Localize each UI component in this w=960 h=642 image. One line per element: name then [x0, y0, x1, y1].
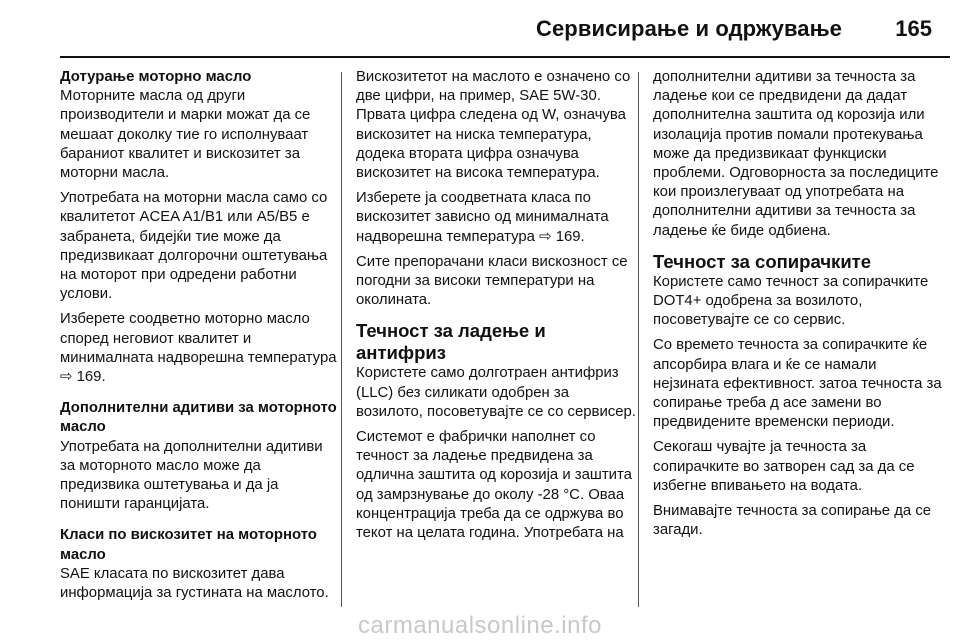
- paragraph: Внимавајте течноста за сопирање да се загади.: [653, 503, 932, 539]
- paragraph: Користете само долготраен антифриз (LLC) без силикати одобрен за возилото, посоветувајте се со сервисер.: [356, 365, 636, 420]
- paragraph: SAE класата по вискозитет дава информација за густината на маслото.: [60, 565, 329, 602]
- section-brake-fluid: [653, 251, 943, 541]
- paragraph: Употребата на моторни масла само со квалитетот ACEA A1/B1 или A5/B5 е забранета, бидејќи тие може да предизвикаат долгорочни оштетувања на моторот при одредени работни услови.: [60, 190, 328, 303]
- paragraph: Изберете ја соодветната класа по вискозитет зависно од минималната надворешна температура ⇨ 169.: [356, 190, 609, 245]
- section-heading: Дополнителни адитиви за моторното масло: [60, 400, 337, 436]
- paragraph: Изберете соодветно моторно масло според неговиот квалитет и минималната надворешна температура ⇨ 169.: [60, 311, 337, 386]
- paragraph: дополнителни адитиви за течноста за ладење кои се предвидени да дадат дополнителна заштита од корозија или изолација против помали протекувања може да предизвикаат функциски проблеми. Одговорноста за последиците кои произлегуваат од употребата на дополнителни адитиви за течноста за ладење ќе биде одбиена.: [653, 69, 939, 239]
- watermark: carmanualsonline.info: [358, 612, 602, 639]
- section-topping-up-oil: [60, 68, 340, 387]
- page-number: 165: [895, 16, 932, 41]
- page-header: [0, 0, 960, 62]
- section-coolant-antifreeze: [356, 320, 636, 543]
- header-rule: [60, 56, 950, 58]
- section-heading: Течност за сопирачките: [653, 250, 872, 272]
- section-heading: Дотурање моторно масло: [60, 69, 252, 85]
- paragraph: Сите препорачани класи вискозност се погодни за високи температури на околината.: [356, 253, 628, 309]
- paragraph: Системот е фабрички наполнет со течност за ладење предвидена за одлична заштита од корозија и заштита од замрзнување до околу -28 °C. Оваа концентрација треба да се одржува во текот на целата година. Употребата на: [356, 429, 632, 542]
- paragraph: Користете само течност за сопирачките DOT4+ одобрена за возилото, посоветувајте се со сервис.: [653, 273, 929, 329]
- column-divider-2: [638, 72, 639, 607]
- section-viscosity-grades: [60, 526, 340, 603]
- paragraph: Вискозитетот на маслото е означено со две цифри, на пример, SAE 5W-30. Првата цифра следена од W, означува вискозитет на ниска температура, додека втората цифра означува вискозитет на висока температура.: [356, 69, 631, 182]
- column-1: [60, 68, 340, 608]
- column-2: [356, 68, 636, 608]
- column-divider-1: [341, 72, 342, 607]
- page-title: Сервисирање и одржување: [535, 16, 842, 41]
- section-heading: Класи по вискозитет на моторното масло: [60, 527, 317, 563]
- section-oil-additives: [60, 399, 340, 514]
- paragraph: Со времето течноста за сопирачките ќе апсорбира влага и ќе се намали нејзината ефективност. затоа течноста за сопирање треба д асе замени во предвидените временски периоди.: [653, 337, 942, 431]
- paragraph: Секогаш чувајте ја течноста за сопирачките во затворен сад за да се избегне впивањето на водата.: [653, 439, 915, 494]
- paragraph: Моторните масла од други производители и марки можат да се мешаат доколку тие го исполнуваат бараниот квалитет и вискозитет за моторни масла.: [60, 88, 311, 182]
- paragraph: Употребата на дополнителни адитиви за моторното масло може да предизвика оштетувања и да ја поништи гаранцијата.: [60, 438, 323, 513]
- column-3: [653, 68, 943, 608]
- section-heading: Течност за ладење и антифриз: [356, 320, 546, 364]
